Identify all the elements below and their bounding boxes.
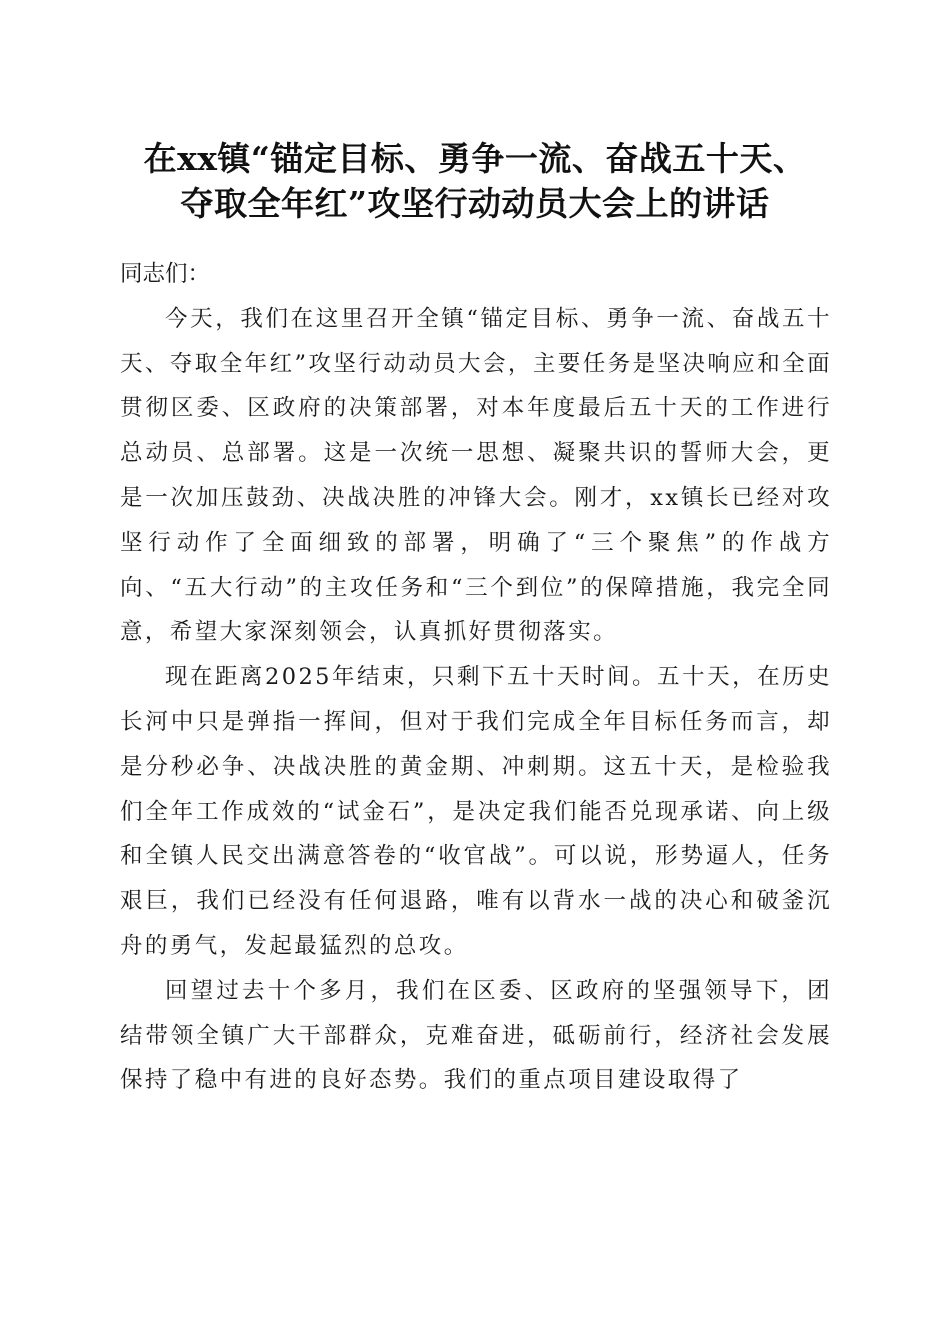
title-line-2: 夺取全年红”攻坚行动动员大会上的讲话 — [180, 184, 770, 223]
paragraph-2: 现在距离2025年结束，只剩下五十天时间。五十天，在历史长河中只是弹指一挥间，但对于我们完成全年目标任务而言，却是分秒必争、决战决胜的黄金期、冲刺期。这五十天，是检验我们全年工作成效的“试金石”，是决定我们能否兑现承诺、向上级和全镇人民交出满意答卷的“收官战”。可以说，形势逼人，任务艰巨，我们已经没有任何退路，唯有以背水一战的决心和破釜沉舟的勇气，发起最猛烈的总攻。 — [120, 664, 832, 959]
document-title — [100, 136, 850, 226]
title-line-1: 在xx镇“锚定目标、勇争一流、奋战五十天、 — [143, 139, 807, 178]
paragraph-1: 今天，我们在这里召开全镇“锚定目标、勇争一流、奋战五十天、夺取全年红”攻坚行动动员大会，主要任务是坚决响应和全面贯彻区委、区政府的决策部署，对本年度最后五十天的工作进行总动员、总部署。这是一次统一思想、凝聚共识的誓师大会，更是一次加压鼓劲、决战决胜的冲锋大会。刚才，xx镇长已经对攻坚行动作了全面细致的部署，明确了“三个聚焦”的作战方向、“五大行动”的主攻任务和“三个到位”的保障措施，我完全同意，希望大家深刻领会，认真抓好贯彻落实。 — [120, 305, 832, 646]
salutation: 同志们： — [120, 261, 211, 287]
paragraph-3: 回望过去十个多月，我们在区委、区政府的坚强领导下，团结带领全镇广大干部群众，克难奋进，砥砺前行，经济社会发展保持了稳中有进的良好态势。我们的重点项目建设取得了 — [120, 977, 832, 1094]
document-body — [120, 252, 832, 1103]
